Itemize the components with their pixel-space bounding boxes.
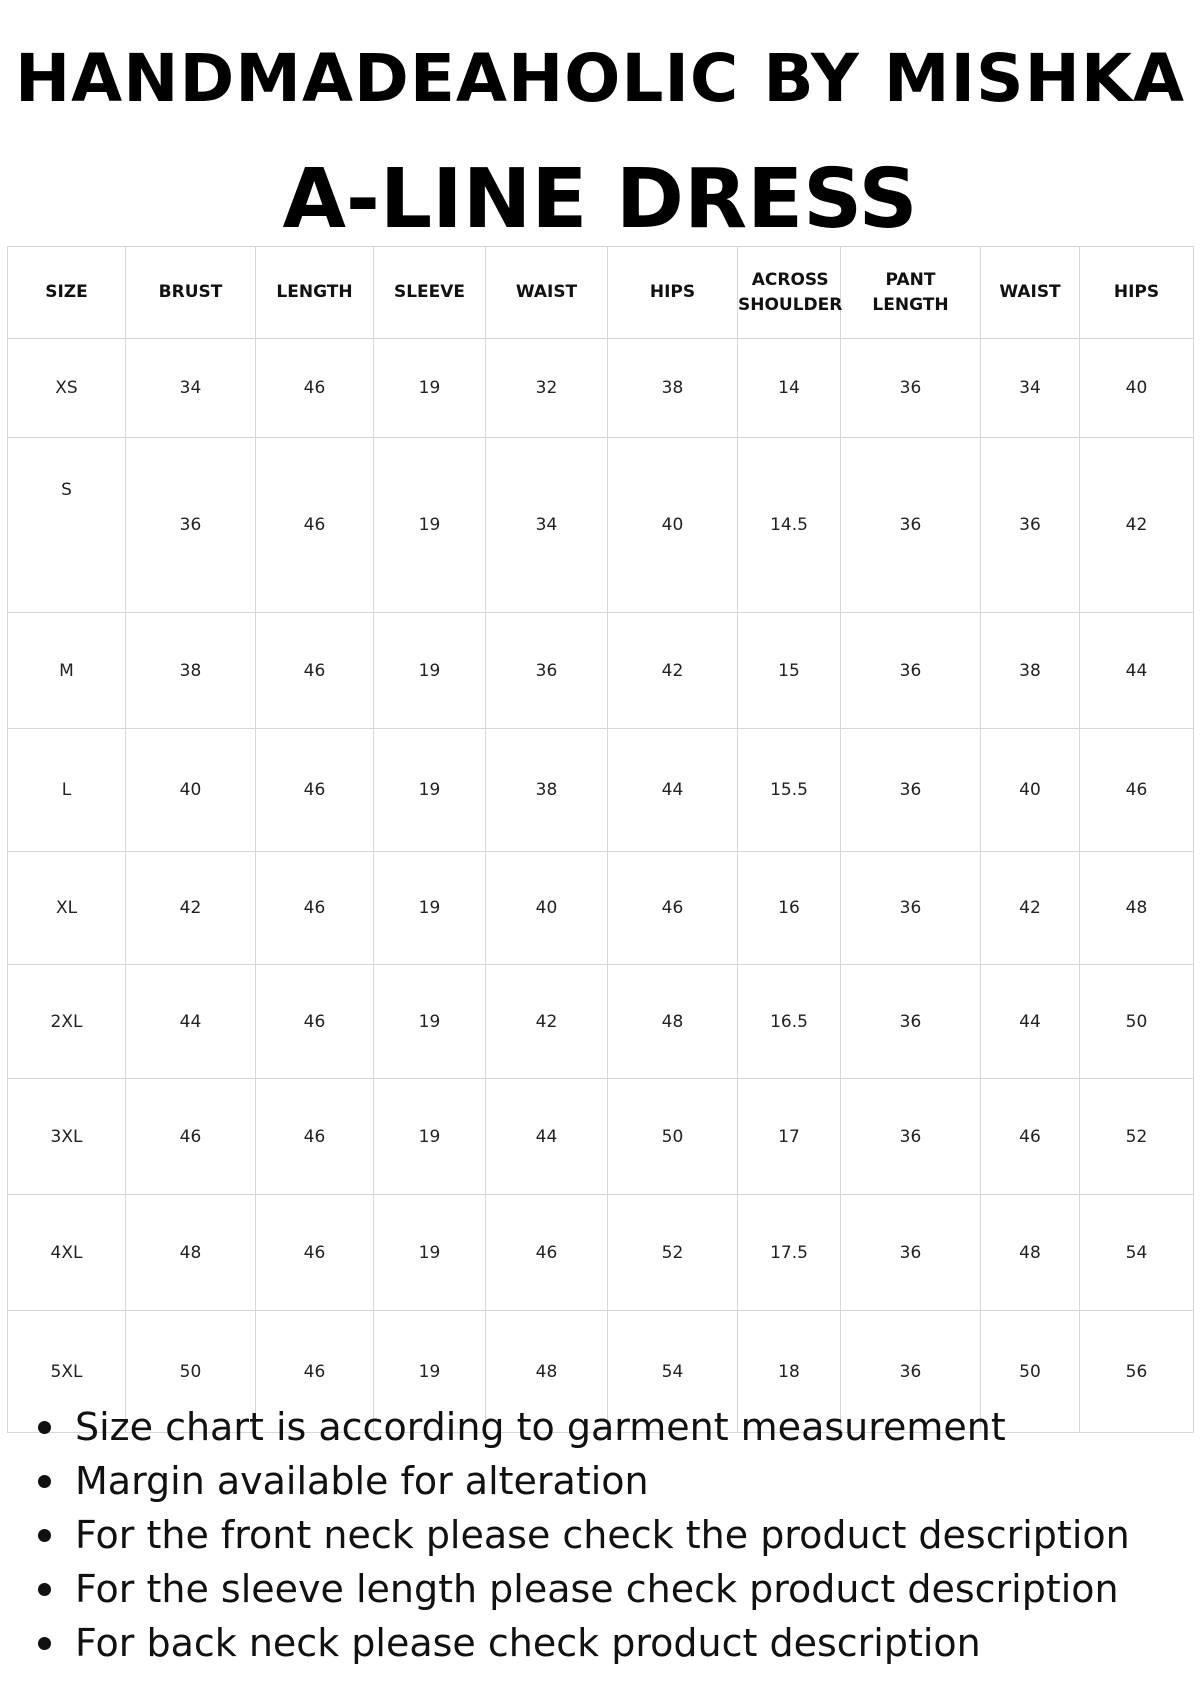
list-item [38, 1400, 1130, 1454]
note-text: Size chart is according to garment measurement [75, 1405, 1006, 1449]
table-cell: 42 [608, 613, 738, 729]
column-header-pant-hips [1080, 247, 1194, 339]
table-cell: 19 [374, 613, 486, 729]
table-cell: 56 [1080, 1311, 1194, 1433]
table-cell: 50 [608, 1079, 738, 1195]
notes-list [38, 1400, 1130, 1670]
column-header-text: ACROSS [751, 269, 829, 290]
table-cell: 38 [126, 613, 256, 729]
table-cell: 46 [486, 1195, 608, 1311]
table-cell: 40 [981, 729, 1080, 852]
column-header-hips [608, 247, 738, 339]
table-cell: 40 [1080, 339, 1194, 438]
table-row [8, 613, 1194, 729]
table-cell: 15 [738, 613, 841, 729]
table-cell: 46 [256, 1311, 374, 1433]
table-cell: 19 [374, 1195, 486, 1311]
column-header-pant-length [841, 247, 981, 339]
table-cell: 42 [126, 852, 256, 965]
list-item [38, 1508, 1130, 1562]
table-cell: 19 [374, 438, 486, 613]
table-cell: 38 [608, 339, 738, 438]
table-cell: 36 [981, 438, 1080, 613]
table-cell: 17 [738, 1079, 841, 1195]
table-cell: 48 [126, 1195, 256, 1311]
table-cell: 48 [981, 1195, 1080, 1311]
table-cell: 46 [256, 438, 374, 613]
table-cell: 52 [1080, 1079, 1194, 1195]
table-cell: 54 [608, 1311, 738, 1433]
column-header-text: LENGTH [276, 282, 353, 302]
table-cell: 48 [608, 965, 738, 1079]
table-cell: 36 [841, 965, 981, 1079]
column-header-text: HIPS [1113, 282, 1160, 302]
size-cell: 5XL [8, 1311, 126, 1433]
table-cell: 46 [981, 1079, 1080, 1195]
column-header-text: SHOULDER [738, 294, 843, 315]
table-cell: 46 [126, 1079, 256, 1195]
table-cell: 40 [126, 729, 256, 852]
table-cell: 44 [1080, 613, 1194, 729]
table-cell: 48 [1080, 852, 1194, 965]
table-row [8, 1079, 1194, 1195]
table-row [8, 339, 1194, 438]
column-header-text: WAIST [515, 282, 578, 302]
table-cell: 36 [841, 1195, 981, 1311]
column-header-text: SIZE [45, 282, 88, 302]
bullet-icon [38, 1583, 51, 1596]
table-cell: 34 [486, 438, 608, 613]
table-cell: 19 [374, 1311, 486, 1433]
table-row [8, 729, 1194, 852]
size-cell: S [8, 438, 126, 613]
table-cell: 46 [256, 1079, 374, 1195]
table-cell: 36 [841, 852, 981, 965]
column-header-text: HIPS [649, 282, 696, 302]
bullet-icon [38, 1475, 51, 1488]
table-cell: 19 [374, 339, 486, 438]
table-cell: 46 [1080, 729, 1194, 852]
column-header-length [256, 247, 374, 339]
size-cell: XS [8, 339, 126, 438]
brand-title: HANDMADEAHOLIC BY MISHKA [14, 40, 1186, 117]
table-cell: 34 [981, 339, 1080, 438]
size-cell: M [8, 613, 126, 729]
size-cell: 4XL [8, 1195, 126, 1311]
table-cell: 34 [126, 339, 256, 438]
table-cell: 17.5 [738, 1195, 841, 1311]
table-cell: 32 [486, 339, 608, 438]
table-cell: 50 [981, 1311, 1080, 1433]
bullet-icon [38, 1637, 51, 1650]
table-cell: 19 [374, 965, 486, 1079]
size-cell: 2XL [8, 965, 126, 1079]
table-cell: 36 [126, 438, 256, 613]
table-cell: 42 [981, 852, 1080, 965]
table-cell: 19 [374, 729, 486, 852]
list-item [38, 1454, 1130, 1508]
column-header-size [8, 247, 126, 339]
table-cell: 52 [608, 1195, 738, 1311]
column-header-waist [486, 247, 608, 339]
table-cell: 44 [981, 965, 1080, 1079]
column-header-text: PANT [885, 269, 936, 290]
table-cell: 16 [738, 852, 841, 965]
table-cell: 44 [608, 729, 738, 852]
table-cell: 38 [486, 729, 608, 852]
table-cell: 46 [256, 339, 374, 438]
note-text: For back neck please check product description [75, 1621, 981, 1665]
table-cell: 14 [738, 339, 841, 438]
table-cell: 36 [841, 1079, 981, 1195]
size-chart-table [7, 246, 1194, 1433]
size-cell: XL [8, 852, 126, 965]
table-row [8, 965, 1194, 1079]
table-cell: 36 [841, 729, 981, 852]
table-cell: 18 [738, 1311, 841, 1433]
note-text: For the sleeve length please check product description [75, 1567, 1119, 1611]
table-cell: 36 [841, 438, 981, 613]
table-cell: 36 [486, 613, 608, 729]
table-cell: 50 [1080, 965, 1194, 1079]
table-cell: 46 [608, 852, 738, 965]
column-header-brust [126, 247, 256, 339]
table-cell: 46 [256, 965, 374, 1079]
size-cell: 3XL [8, 1079, 126, 1195]
table-cell: 38 [981, 613, 1080, 729]
table-row [8, 438, 1194, 613]
table-cell: 19 [374, 1079, 486, 1195]
table-cell: 36 [841, 613, 981, 729]
table-cell: 40 [486, 852, 608, 965]
note-text: Margin available for alteration [75, 1459, 649, 1503]
product-title: A-LINE DRESS [282, 152, 918, 247]
column-header-text: SLEEVE [393, 282, 466, 302]
table-cell: 40 [608, 438, 738, 613]
table-cell: 54 [1080, 1195, 1194, 1311]
table-cell: 46 [256, 852, 374, 965]
table-cell: 46 [256, 613, 374, 729]
column-header-text: BRUST [158, 282, 223, 302]
list-item [38, 1562, 1130, 1616]
table-cell: 50 [126, 1311, 256, 1433]
table-cell: 14.5 [738, 438, 841, 613]
table-cell: 19 [374, 852, 486, 965]
table-cell: 44 [486, 1079, 608, 1195]
table-cell: 44 [126, 965, 256, 1079]
column-header-text: WAIST [999, 282, 1061, 302]
table-cell: 16.5 [738, 965, 841, 1079]
table-cell: 48 [486, 1311, 608, 1433]
table-row [8, 852, 1194, 965]
table-cell: 42 [486, 965, 608, 1079]
bullet-icon [38, 1529, 51, 1542]
table-cell: 15.5 [738, 729, 841, 852]
note-text: For the front neck please check the product description [75, 1513, 1130, 1557]
column-header-sleeve [374, 247, 486, 339]
column-header-pant-waist [981, 247, 1080, 339]
size-chart-header-row [8, 247, 1194, 339]
list-item [38, 1616, 1130, 1670]
table-cell: 46 [256, 1195, 374, 1311]
table-cell: 36 [841, 339, 981, 438]
table-cell: 42 [1080, 438, 1194, 613]
bullet-icon [38, 1421, 51, 1434]
table-row [8, 1195, 1194, 1311]
column-header-across-shoulder [738, 247, 841, 339]
column-header-text: LENGTH [872, 294, 949, 315]
table-cell: 36 [841, 1311, 981, 1433]
size-cell: L [8, 729, 126, 852]
table-cell: 46 [256, 729, 374, 852]
